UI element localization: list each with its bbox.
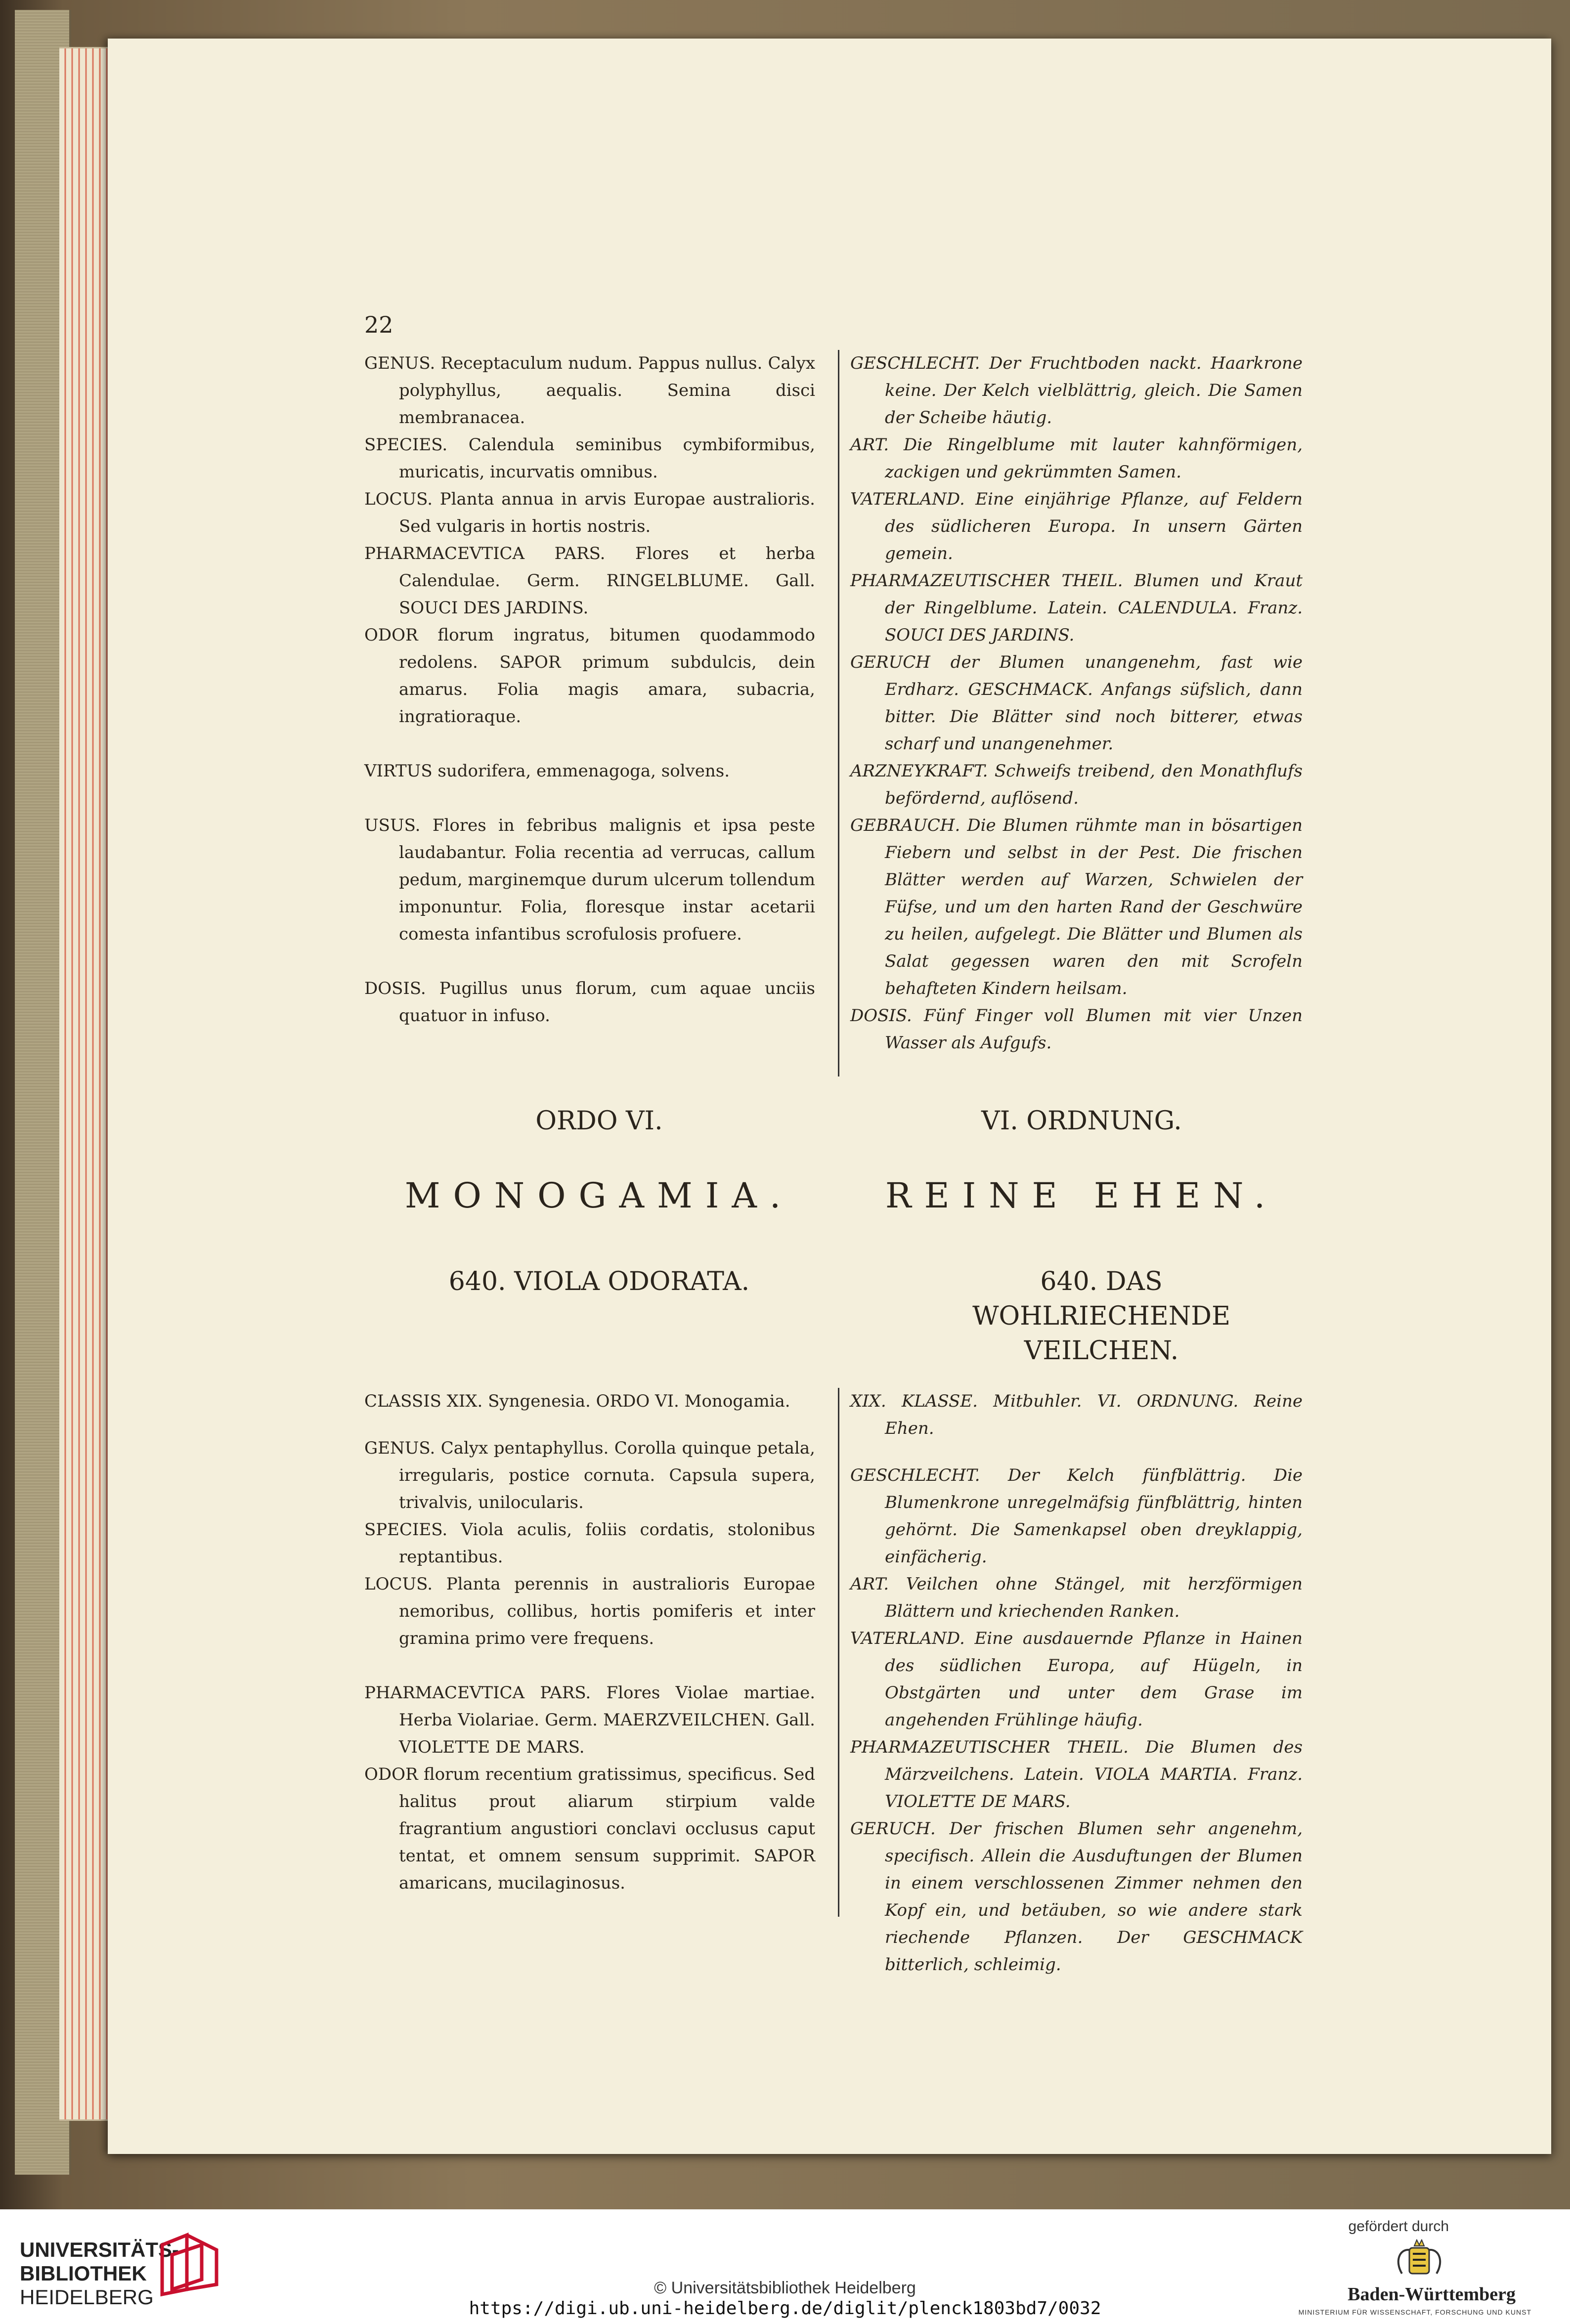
source-url[interactable]: https://digi.ub.uni-heidelberg.de/diglit/plenck1803bd7/0032	[469, 2298, 1101, 2319]
latin-entry	[364, 758, 815, 785]
latin-entry	[364, 622, 815, 731]
latin-column-top	[364, 350, 815, 1030]
copyright: © Universitätsbibliothek Heidelberg	[654, 2279, 916, 2297]
entry-heading: GESCHLECHT.	[850, 1465, 980, 1485]
entry-heading: LOCUS.	[364, 489, 433, 509]
latin2-entry	[364, 1679, 815, 1761]
german-entry	[850, 812, 1303, 1002]
entry-text: Flores et herba Calendulae. Germ. RINGELBLUME. Gall. SOUCI DES JARDINS.	[399, 544, 815, 618]
entry-text: Viola aculis, foliis cordatis, stolonibus reptantibus.	[399, 1520, 815, 1567]
entry-heading: DOSIS.	[364, 979, 426, 998]
latin-entry	[364, 431, 815, 486]
entry-text: florum recentium gratissimus, specificus. Sed halitus prout aliarum stirpium valde fragrantium angustiori conclavi occlusus caput tentat, et omnem sensum supprimit. SAPOR amaricans, mucilaginosus.	[399, 1765, 815, 1893]
entry-heading: PHARMACEVTICA PARS.	[364, 1683, 591, 1703]
funded-by-label: gefördert durch	[1348, 2218, 1449, 2235]
entry-text: Flores in febribus malignis et ipsa peste laudabantur. Folia recentia ad verrucas, callum pedum, marginemque durum ulcerum tollendum imponuntur. Folia, floresque instar acetarii comesta infantibus scrofulosis profuere.	[399, 816, 815, 944]
monogamia-german: REINE EHEN.	[885, 1175, 1278, 1216]
entry-text: Planta annua in arvis Europae australioris. Sed vulgaris in hortis nostris.	[399, 489, 815, 536]
entry-text: sudorifera, emmenagoga, solvens.	[432, 761, 730, 781]
entry-text: Veilchen ohne Stängel, mit herzförmigen Blättern und kriechenden Ranken.	[885, 1574, 1303, 1621]
ordo-latin: ORDO VI.	[535, 1106, 663, 1136]
book-page	[108, 39, 1551, 2154]
german2-entry	[850, 1734, 1303, 1815]
entry-text: Der Kelch fünfblättrig. Die Blumenkrone unregelmäfsig fünfblättrig, hinten gehörnt. Die Samenkapsel oben dreyklappig, einfächerig.	[885, 1465, 1303, 1567]
latin-column-bottom	[364, 1388, 815, 1897]
page-edges	[59, 47, 114, 2121]
footer	[0, 2209, 1570, 2324]
german-entry	[850, 758, 1303, 812]
entry-text: Der frischen Blumen sehr angenehm, specifisch. Allein die Ausduftungen der Blumen in einem verschlossenen Zimmer nehmen den Kopf ein, und betäuben, so wie andere stark riechende Pflanzen. Der GESCHMACK bitterlich, schleimig.	[885, 1819, 1303, 1975]
library-line-1: UNIVERSITÄTS-	[20, 2238, 179, 2261]
german-entry	[850, 431, 1303, 486]
german-entry	[850, 1002, 1303, 1057]
entry-heading: ART.	[850, 435, 889, 455]
entry-text: Blumen und Kraut der Ringelblume. Latein. CALENDULA. Franz. SOUCI DES JARDINS.	[885, 571, 1303, 645]
entry-text: Fünf Finger voll Blumen mit vier Unzen Wasser als Aufgufs.	[885, 1006, 1303, 1053]
german-column-top	[850, 350, 1303, 1057]
column-divider-bottom	[838, 1388, 839, 1917]
latin2-entry	[364, 1571, 815, 1652]
entry-heading: PHARMACEVTICA PARS.	[364, 544, 606, 563]
library-line-2: BIBLIOTHEK	[20, 2262, 147, 2285]
german2-entry	[850, 1571, 1303, 1625]
entry-text: Die Ringelblume mit lauter kahnförmigen, zackigen und gekrümmten Samen.	[885, 435, 1303, 482]
entry-heading: SPECIES.	[364, 1520, 448, 1540]
entry-heading: GEBRAUCH.	[850, 816, 960, 835]
entry-text: Mitbuhler. VI. ORDNUNG. Reine Ehen.	[885, 1391, 1303, 1438]
monogamia-latin: MONOGAMIA.	[404, 1175, 794, 1216]
funder-ministry: MINISTERIUM FÜR WISSENSCHAFT, FORSCHUNG UND KUNST	[1298, 2308, 1531, 2316]
entry-text: Calendula seminibus cymbiformibus, muricatis, incurvatis omnibus.	[399, 435, 815, 482]
german-entry	[850, 567, 1303, 649]
entry-text: Syngenesia. ORDO VI. Monogamia.	[482, 1391, 790, 1411]
entry-text: Eine einjährige Pflanze, auf Feldern des südlicheren Europa. In unsern Gärten gemein.	[885, 489, 1303, 563]
german2-entry	[850, 1388, 1303, 1442]
entry-text: Receptaculum nudum. Pappus nullus. Calyx polyphyllus, aequalis. Semina disci membranacea.	[399, 353, 815, 428]
german2-entry	[850, 1815, 1303, 1979]
german2-entry	[850, 1462, 1303, 1571]
entry-text: Eine ausdauernde Pflanze in Hainen des südlichen Europa, auf Hügeln, in Obstgärten und unter dem Grase im angehenden Frühlinge häufig.	[885, 1629, 1303, 1730]
entry-text: Die Blumen des Märzveilchens. Latein. VIOLA MARTIA. Franz. VIOLETTE DE MARS.	[885, 1737, 1303, 1811]
entry-heading: ODOR	[364, 625, 418, 645]
entry-heading: GESCHLECHT.	[850, 353, 980, 373]
entry-heading: ODOR	[364, 1765, 418, 1784]
column-divider-top	[838, 350, 839, 1076]
latin-entry	[364, 540, 815, 622]
entry-heading: GENUS.	[364, 1438, 436, 1458]
funder-name: Baden-Württemberg	[1348, 2284, 1516, 2305]
species-german: 640. DAS WOHLRIECHENDE VEILCHEN.	[972, 1267, 1230, 1366]
latin2-entry	[364, 1761, 815, 1897]
entry-text: Pugillus unus florum, cum aquae unciis quatuor in infuso.	[399, 979, 815, 1026]
entry-heading: SPECIES.	[364, 435, 448, 455]
german-entry	[850, 649, 1303, 758]
entry-heading: CLASSIS XIX.	[364, 1391, 483, 1411]
entry-heading: ARZNEYKRAFT.	[850, 761, 988, 781]
entry-text: Calyx pentaphyllus. Corolla quinque petala, irregularis, postice cornuta. Capsula supera, trivalvis, unilocularis.	[399, 1438, 815, 1512]
entry-heading: PHARMAZEUTISCHER THEIL.	[850, 571, 1123, 591]
latin2-entry	[364, 1435, 815, 1516]
coat-of-arms-icon	[1387, 2239, 1451, 2283]
latin2-entry	[364, 1388, 815, 1415]
entry-heading: LOCUS.	[364, 1574, 433, 1594]
german2-entry	[850, 1625, 1303, 1734]
latin-entry	[364, 350, 815, 431]
species-latin: 640. VIOLA ODORATA.	[448, 1267, 750, 1296]
entry-heading: XIX. KLASSE.	[850, 1391, 978, 1411]
entry-text: Der Fruchtboden nackt. Haarkrone keine. Der Kelch vielblättrig, gleich. Die Samen der Scheibe häutig.	[885, 353, 1303, 428]
entry-heading: VIRTUS	[364, 761, 433, 781]
page-number: 22	[364, 311, 393, 338]
entry-text: Die Blumen rühmte man in bösartigen Fiebern und selbst in der Pest. Die frischen Blätter werden auf Warzen, Schwielen der Füfse, und um den harten Rand der Geschwüre zu heilen, aufgelegt. Die Blätter und Blumen als Salat gegessen waren den mit Scrofeln behafteten Kindern heilsam.	[885, 816, 1303, 998]
latin-entry	[364, 975, 815, 1030]
entry-heading: PHARMAZEUTISCHER THEIL.	[850, 1737, 1129, 1757]
entry-heading: VATERLAND.	[850, 1629, 965, 1648]
latin2-entry	[364, 1516, 815, 1571]
entry-text: Schweifs treibend, den Monathflufs befördernd, auflösend.	[885, 761, 1303, 808]
entry-heading: VATERLAND.	[850, 489, 965, 509]
entry-heading: GENUS.	[364, 353, 436, 373]
entry-text: florum ingratus, bitumen quodammodo redolens. SAPOR primum subdulcis, dein amarus. Folia magis amara, subacria, ingratioraque.	[399, 625, 815, 727]
entry-heading: ART.	[850, 1574, 889, 1594]
entry-text: Flores Violae martiae. Herba Violariae. Germ. MAERZVEILCHEN. Gall. VIOLETTE DE MARS.	[399, 1683, 816, 1757]
library-line-3: HEIDELBERG	[20, 2285, 154, 2309]
entry-heading: GERUCH	[850, 652, 930, 672]
entry-text: der Blumen unangenehm, fast wie Erdharz. GESCHMACK. Anfangs süfslich, dann bitter. Die Blätter sind noch bitterer, etwas scharf und unangenehmer.	[885, 652, 1303, 754]
ordo-german: VI. ORDNUNG.	[981, 1106, 1182, 1136]
german-entry	[850, 350, 1303, 431]
german-entry	[850, 486, 1303, 567]
entry-heading: DOSIS.	[850, 1006, 912, 1026]
latin-entry	[364, 486, 815, 540]
entry-text: Planta perennis in australioris Europae nemoribus, collibus, hortis pomiferis et inter gramina primo vere frequens.	[399, 1574, 815, 1648]
german-column-bottom	[850, 1388, 1303, 1979]
latin-entry	[364, 812, 815, 948]
entry-heading: USUS.	[364, 816, 421, 835]
entry-heading: GERUCH.	[850, 1819, 936, 1839]
